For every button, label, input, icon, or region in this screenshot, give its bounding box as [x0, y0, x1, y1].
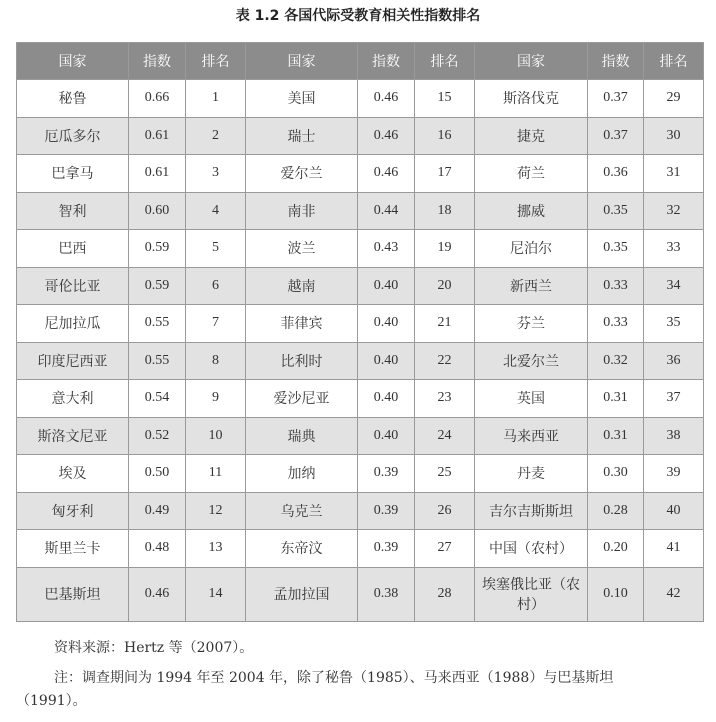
- index-cell: 0.28: [588, 492, 644, 530]
- index-cell: 0.46: [129, 567, 186, 621]
- column-header: 指数: [358, 43, 415, 80]
- column-header: 国家: [475, 43, 588, 80]
- country-cell: 东帝汶: [246, 530, 358, 568]
- country-cell: 印度尼西亚: [17, 342, 129, 380]
- index-cell: 0.32: [588, 342, 644, 380]
- index-cell: 0.44: [358, 192, 415, 230]
- index-cell: 0.60: [129, 192, 186, 230]
- country-cell: 意大利: [17, 380, 129, 418]
- index-cell: 0.49: [129, 492, 186, 530]
- index-cell: 0.43: [358, 230, 415, 268]
- rank-cell: 30: [644, 117, 704, 155]
- country-cell: 爱沙尼亚: [246, 380, 358, 418]
- country-cell: 乌克兰: [246, 492, 358, 530]
- rank-cell: 13: [186, 530, 246, 568]
- index-cell: 0.35: [588, 230, 644, 268]
- rank-cell: 20: [415, 267, 475, 305]
- rank-cell: 40: [644, 492, 704, 530]
- rank-cell: 17: [415, 155, 475, 193]
- rank-cell: 10: [186, 417, 246, 455]
- index-cell: 0.40: [358, 417, 415, 455]
- index-cell: 0.40: [358, 267, 415, 305]
- country-cell: 巴基斯坦: [17, 567, 129, 621]
- table-row: [17, 380, 704, 418]
- period-note: 注：调查期间为 1994 年至 2004 年，除了秘鲁（1985）、马来西亚（1988）与巴基斯坦: [54, 670, 614, 686]
- column-header: 国家: [246, 43, 358, 80]
- period-note-cont: （1991）。: [16, 693, 87, 709]
- ranking-table: [16, 42, 704, 622]
- table-row: [17, 342, 704, 380]
- index-cell: 0.39: [358, 455, 415, 493]
- table-row: [17, 267, 704, 305]
- rank-cell: 2: [186, 117, 246, 155]
- index-cell: 0.55: [129, 305, 186, 343]
- country-cell: 捷克: [475, 117, 588, 155]
- country-cell: 中国（农村）: [475, 530, 588, 568]
- country-cell: 菲律宾: [246, 305, 358, 343]
- rank-cell: 28: [415, 567, 475, 621]
- country-cell: 荷兰: [475, 155, 588, 193]
- index-cell: 0.31: [588, 417, 644, 455]
- rank-cell: 14: [186, 567, 246, 621]
- index-cell: 0.37: [588, 80, 644, 118]
- index-cell: 0.54: [129, 380, 186, 418]
- table-row: [17, 530, 704, 568]
- rank-cell: 33: [644, 230, 704, 268]
- rank-cell: 18: [415, 192, 475, 230]
- country-cell: 马来西亚: [475, 417, 588, 455]
- index-cell: 0.66: [129, 80, 186, 118]
- country-cell: 美国: [246, 80, 358, 118]
- country-cell: 尼泊尔: [475, 230, 588, 268]
- index-cell: 0.40: [358, 342, 415, 380]
- rank-cell: 39: [644, 455, 704, 493]
- table-row: [17, 192, 704, 230]
- column-header: 国家: [17, 43, 129, 80]
- country-cell: 越南: [246, 267, 358, 305]
- rank-cell: 27: [415, 530, 475, 568]
- index-cell: 0.52: [129, 417, 186, 455]
- index-cell: 0.46: [358, 80, 415, 118]
- table-row: [17, 155, 704, 193]
- index-cell: 0.33: [588, 267, 644, 305]
- rank-cell: 21: [415, 305, 475, 343]
- country-cell: 波兰: [246, 230, 358, 268]
- country-cell: 丹麦: [475, 455, 588, 493]
- rank-cell: 34: [644, 267, 704, 305]
- country-cell: 北爱尔兰: [475, 342, 588, 380]
- country-cell: 孟加拉国: [246, 567, 358, 621]
- country-cell: 比利时: [246, 342, 358, 380]
- rank-cell: 12: [186, 492, 246, 530]
- index-cell: 0.40: [358, 380, 415, 418]
- rank-cell: 3: [186, 155, 246, 193]
- rank-cell: 35: [644, 305, 704, 343]
- table-row: [17, 230, 704, 268]
- index-cell: 0.48: [129, 530, 186, 568]
- rank-cell: 31: [644, 155, 704, 193]
- country-cell: 瑞典: [246, 417, 358, 455]
- index-cell: 0.10: [588, 567, 644, 621]
- index-cell: 0.39: [358, 492, 415, 530]
- rank-cell: 6: [186, 267, 246, 305]
- index-cell: 0.46: [358, 117, 415, 155]
- rank-cell: 22: [415, 342, 475, 380]
- country-cell: 芬兰: [475, 305, 588, 343]
- table-row: [17, 567, 704, 621]
- table-row: [17, 117, 704, 155]
- rank-cell: 1: [186, 80, 246, 118]
- rank-cell: 8: [186, 342, 246, 380]
- rank-cell: 25: [415, 455, 475, 493]
- column-header: 排名: [186, 43, 246, 80]
- country-cell: 埃及: [17, 455, 129, 493]
- table-row: [17, 455, 704, 493]
- rank-cell: 23: [415, 380, 475, 418]
- country-cell: 智利: [17, 192, 129, 230]
- index-cell: 0.20: [588, 530, 644, 568]
- rank-cell: 38: [644, 417, 704, 455]
- country-cell: 尼加拉瓜: [17, 305, 129, 343]
- country-cell: 斯洛文尼亚: [17, 417, 129, 455]
- index-cell: 0.35: [588, 192, 644, 230]
- rank-cell: 15: [415, 80, 475, 118]
- rank-cell: 29: [644, 80, 704, 118]
- country-cell: 秘鲁: [17, 80, 129, 118]
- country-cell: 厄瓜多尔: [17, 117, 129, 155]
- table-row: [17, 305, 704, 343]
- index-cell: 0.46: [358, 155, 415, 193]
- country-cell: 爱尔兰: [246, 155, 358, 193]
- country-cell: 哥伦比亚: [17, 267, 129, 305]
- index-cell: 0.61: [129, 117, 186, 155]
- country-cell: 南非: [246, 192, 358, 230]
- rank-cell: 41: [644, 530, 704, 568]
- column-header: 指数: [129, 43, 186, 80]
- column-header: 排名: [415, 43, 475, 80]
- source-note: 资料来源：Hertz 等（2007）。: [54, 640, 254, 656]
- table-title: 表 1.2 各国代际受教育相关性指数排名: [235, 8, 481, 24]
- rank-cell: 9: [186, 380, 246, 418]
- rank-cell: 42: [644, 567, 704, 621]
- table-notes: [16, 633, 706, 709]
- index-cell: 0.55: [129, 342, 186, 380]
- index-cell: 0.30: [588, 455, 644, 493]
- table-row: [17, 492, 704, 530]
- rank-cell: 4: [186, 192, 246, 230]
- rank-cell: 26: [415, 492, 475, 530]
- rank-cell: 11: [186, 455, 246, 493]
- index-cell: 0.36: [588, 155, 644, 193]
- rank-cell: 37: [644, 380, 704, 418]
- country-cell: 吉尔吉斯斯坦: [475, 492, 588, 530]
- country-cell: 瑞士: [246, 117, 358, 155]
- index-cell: 0.40: [358, 305, 415, 343]
- index-cell: 0.61: [129, 155, 186, 193]
- column-header: 排名: [644, 43, 704, 80]
- country-cell: 斯洛伐克: [475, 80, 588, 118]
- country-cell: 加纳: [246, 455, 358, 493]
- country-cell: 埃塞俄比亚（农村）: [475, 567, 588, 621]
- rank-cell: 36: [644, 342, 704, 380]
- country-cell: 英国: [475, 380, 588, 418]
- country-cell: 挪威: [475, 192, 588, 230]
- rank-cell: 7: [186, 305, 246, 343]
- rank-cell: 19: [415, 230, 475, 268]
- rank-cell: 24: [415, 417, 475, 455]
- country-cell: 匈牙利: [17, 492, 129, 530]
- rank-cell: 16: [415, 117, 475, 155]
- table-row: [17, 417, 704, 455]
- index-cell: 0.33: [588, 305, 644, 343]
- country-cell: 巴拿马: [17, 155, 129, 193]
- index-cell: 0.59: [129, 267, 186, 305]
- index-cell: 0.37: [588, 117, 644, 155]
- table-row: [17, 80, 704, 118]
- index-cell: 0.59: [129, 230, 186, 268]
- rank-cell: 32: [644, 192, 704, 230]
- country-cell: 新西兰: [475, 267, 588, 305]
- column-header: 指数: [588, 43, 644, 80]
- index-cell: 0.31: [588, 380, 644, 418]
- country-cell: 斯里兰卡: [17, 530, 129, 568]
- index-cell: 0.39: [358, 530, 415, 568]
- table-header-row: [17, 43, 704, 80]
- country-cell: 巴西: [17, 230, 129, 268]
- rank-cell: 5: [186, 230, 246, 268]
- index-cell: 0.50: [129, 455, 186, 493]
- index-cell: 0.38: [358, 567, 415, 621]
